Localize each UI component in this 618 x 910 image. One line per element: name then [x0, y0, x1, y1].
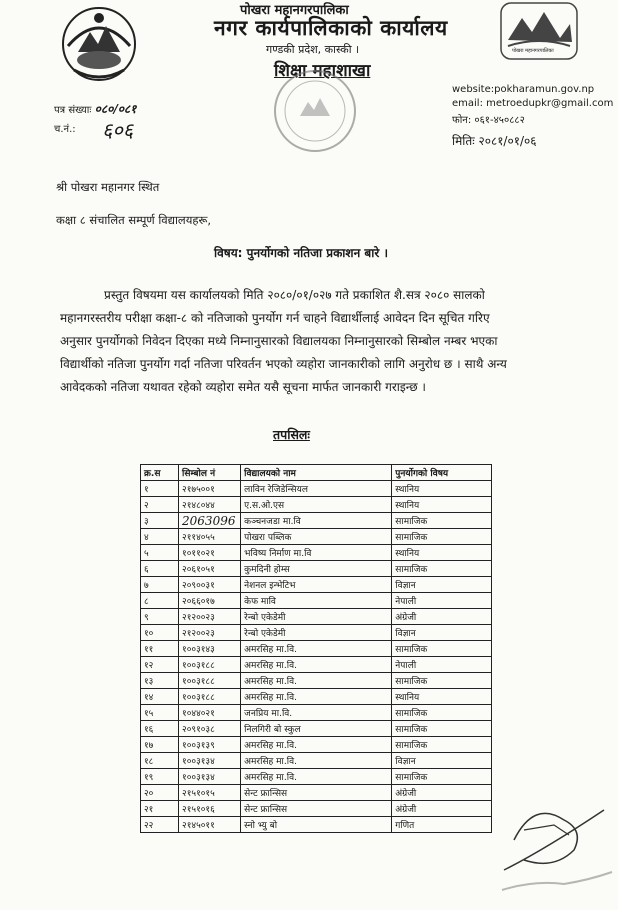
website-text: website:pokharamun.gov.np — [452, 84, 595, 95]
tapasil-heading: तपसिलः — [273, 427, 310, 442]
pokhara-metropolitan-logo — [500, 2, 578, 60]
cell-symbol: १०११०२१ — [179, 545, 241, 561]
cell-subject: सामाजिक — [392, 561, 492, 577]
cell-subject: अंग्रेजी — [392, 801, 492, 817]
chalani-number: ६०६ — [102, 118, 134, 142]
cell-subject: अंग्रेजी — [392, 609, 492, 625]
header-serial: क्र.स — [141, 465, 179, 481]
cell-subject: नेपाली — [392, 593, 492, 609]
table-row — [141, 689, 492, 705]
cell-symbol: २०६१०५१ — [179, 561, 241, 577]
table-row — [141, 753, 492, 769]
cell-school: लाविन रेजिडेन्सियल — [241, 481, 392, 497]
table-row — [141, 817, 492, 833]
cell-serial: ३ — [141, 513, 179, 529]
cell-symbol: २१५१०१५ — [179, 785, 241, 801]
cell-serial: ९ — [141, 609, 179, 625]
cell-symbol: १००३१३४ — [179, 769, 241, 785]
patra-sankhya-label: पत्र संख्याः — [54, 105, 92, 116]
table-row — [141, 497, 492, 513]
office-stamp — [272, 68, 358, 154]
cell-serial: ६ — [141, 561, 179, 577]
results-table — [140, 464, 492, 833]
cell-school: अमरसिह मा.वि. — [241, 689, 392, 705]
cell-symbol: 2063096 — [179, 513, 241, 529]
cell-school: निलगिरी बो स्कुल — [241, 721, 392, 737]
subject-line: विषय: पुनर्योगको नतिजा प्रकाशन बारे । — [214, 246, 388, 260]
cell-symbol: १००३१४३ — [179, 641, 241, 657]
table-row — [141, 625, 492, 641]
cell-school: अमरसिह मा.वि. — [241, 657, 392, 673]
cell-symbol: २११४०५५ — [179, 529, 241, 545]
cell-subject: गणित — [392, 817, 492, 833]
cell-symbol: २०९००३१ — [179, 577, 241, 593]
cell-subject: स्थानिय — [392, 497, 492, 513]
office-address: गण्डकी प्रदेश, कास्की । — [266, 43, 360, 56]
table-row — [141, 785, 492, 801]
cell-subject: विज्ञान — [392, 625, 492, 641]
table-row — [141, 705, 492, 721]
table-header-row — [141, 465, 492, 481]
cell-school: जनप्रिय मा.वि. — [241, 705, 392, 721]
cell-school: पोखरा पब्लिक — [241, 529, 392, 545]
addressee-line-1: श्री पोखरा महानगर स्थित — [56, 180, 160, 194]
cell-subject: स्थानिय — [392, 481, 492, 497]
cell-subject: विज्ञान — [392, 753, 492, 769]
cell-symbol: १०४४०२१ — [179, 705, 241, 721]
table-row — [141, 529, 492, 545]
cell-symbol: १००३१३९ — [179, 737, 241, 753]
cell-school: अमरसिह मा.वि. — [241, 737, 392, 753]
cell-subject: सामाजिक — [392, 529, 492, 545]
cell-school: अमरसिह मा.वि. — [241, 673, 392, 689]
cell-serial: १७ — [141, 737, 179, 753]
cell-serial: १३ — [141, 673, 179, 689]
cell-school: ए.स.ओ.एस — [241, 497, 392, 513]
cell-serial: २१ — [141, 801, 179, 817]
date-text: मितिः २०८१/०१/०६ — [452, 134, 537, 148]
cell-subject: सामाजिक — [392, 769, 492, 785]
section-name: शिक्षा महाशाखा — [274, 61, 371, 81]
cell-school: अमरसिह मा.वि. — [241, 753, 392, 769]
table-row — [141, 593, 492, 609]
cell-serial: १२ — [141, 657, 179, 673]
cell-serial: ८ — [141, 593, 179, 609]
cell-subject: सामाजिक — [392, 721, 492, 737]
header-symbol: सिम्बोल नं — [179, 465, 241, 481]
cell-symbol: १००३१८८ — [179, 673, 241, 689]
body-line: अनुसार पुनर्योगको निवेदन दिएका मध्ये निम्नानुसारको विद्यालयका निम्नानुसारको सिम्बोल नम्बर भएका — [60, 334, 498, 348]
table-row — [141, 657, 492, 673]
cell-serial: १८ — [141, 753, 179, 769]
office-name: नगर कार्यपालिकाको कार्यालय — [214, 16, 448, 40]
cell-school: स्नो भ्यु बो — [241, 817, 392, 833]
table-row — [141, 769, 492, 785]
cell-subject: सामाजिक — [392, 641, 492, 657]
cell-school: सेन्ट फ्रान्सिस — [241, 785, 392, 801]
header-subject: पुनर्योगको विषय — [392, 465, 492, 481]
cell-serial: १० — [141, 625, 179, 641]
results-table-body — [141, 481, 492, 833]
cell-serial: ११ — [141, 641, 179, 657]
table-row — [141, 481, 492, 497]
cell-subject: सामाजिक — [392, 673, 492, 689]
header-top-line: पोखरा महानगरपालिका — [240, 3, 349, 18]
cell-serial: ७ — [141, 577, 179, 593]
cell-serial: २२ — [141, 817, 179, 833]
cell-subject: सामाजिक — [392, 737, 492, 753]
table-row — [141, 513, 492, 529]
header-school: विद्यालयको नाम — [241, 465, 392, 481]
cell-symbol: २१२००२३ — [179, 625, 241, 641]
body-line: प्रस्तुत विषयमा यस कार्यालयको मिति २०८०/०१/०२७ गते प्रकाशित शै.सत्र २०८० सालको — [104, 288, 485, 302]
cell-subject: स्थानिय — [392, 545, 492, 561]
cell-symbol: २१७५००१ — [179, 481, 241, 497]
cell-school: केफ मावि — [241, 593, 392, 609]
cell-serial: २० — [141, 785, 179, 801]
nepal-emblem-logo — [58, 2, 140, 84]
body-paragraph — [60, 284, 576, 399]
table-row — [141, 801, 492, 817]
cell-serial: ४ — [141, 529, 179, 545]
body-line: महानगरस्तरीय परीक्षा कक्षा-८ को नतिजाको पुनर्योग गर्न चाहने विद्यार्थीलाई आवेदन दिन सूचित गरिए — [60, 311, 490, 325]
table-row — [141, 545, 492, 561]
cell-school: भविष्य निर्माण मा.वि — [241, 545, 392, 561]
body-line: विद्यार्थीको नतिजा पुनर्योग गर्दा नतिजा परिवर्तन भएको व्यहोरा जानकारीको लागि अनुरोध छ । साथै अन्य — [60, 357, 507, 371]
body-line: आवेदकको नतिजा यथावत रहेको व्यहोरा समेत यसै सूचना मार्फत जानकारी गराइन्छ । — [60, 380, 426, 394]
patra-sankhya — [54, 100, 136, 117]
cell-serial: १ — [141, 481, 179, 497]
cell-symbol: २१४८०४४ — [179, 497, 241, 513]
cell-school: कञ्चनजडा मा.वि — [241, 513, 392, 529]
cell-school: अमरसिह मा.वि. — [241, 641, 392, 657]
cell-school: अमरसिह मा.वि. — [241, 769, 392, 785]
cell-school: रेन्बो एकेडेमी — [241, 609, 392, 625]
cell-subject: सामाजिक — [392, 705, 492, 721]
cell-subject: विज्ञान — [392, 577, 492, 593]
cell-school: नेशनल इन्भेटिभ — [241, 577, 392, 593]
table-row — [141, 737, 492, 753]
phone-text: फोन: ०६१-४५०८८२ — [452, 115, 525, 126]
cell-symbol: १००३१८८ — [179, 689, 241, 705]
cell-subject: अंग्रेजी — [392, 785, 492, 801]
chalani-label: च.नं.: — [54, 124, 76, 135]
table-row — [141, 721, 492, 737]
cell-symbol: २१४५०११ — [179, 817, 241, 833]
cell-symbol: १००३१३४ — [179, 753, 241, 769]
signature-image — [494, 780, 618, 910]
cell-serial: १६ — [141, 721, 179, 737]
email-text: email: metroedupkr@gmail.com — [452, 98, 614, 109]
cell-serial: २ — [141, 497, 179, 513]
table-row — [141, 673, 492, 689]
cell-serial: ५ — [141, 545, 179, 561]
addressee-line-2: कक्षा ८ संचालित सम्पूर्ण विद्यालयहरू, — [56, 213, 212, 227]
table-row — [141, 641, 492, 657]
table-row — [141, 609, 492, 625]
cell-symbol: २१२००२३ — [179, 609, 241, 625]
logo-caption: पोखरा महानगरपालिका — [512, 48, 554, 54]
cell-symbol: १००३१८८ — [179, 657, 241, 673]
table-row — [141, 577, 492, 593]
cell-school: रेन्बो एकेडेमी — [241, 625, 392, 641]
cell-symbol: २१५१०१६ — [179, 801, 241, 817]
cell-subject: सामाजिक — [392, 513, 492, 529]
cell-school: सेन्ट फ्रान्सिस — [241, 801, 392, 817]
cell-subject: नेपाली — [392, 657, 492, 673]
cell-subject: स्थानिय — [392, 689, 492, 705]
cell-school: कुमदिनी होम्स — [241, 561, 392, 577]
cell-symbol: २०६६०१७ — [179, 593, 241, 609]
cell-symbol: २०९१०३८ — [179, 721, 241, 737]
patra-sankhya-value: ०८०/०८१ — [94, 102, 137, 116]
cell-serial: १४ — [141, 689, 179, 705]
table-row — [141, 561, 492, 577]
cell-serial: १९ — [141, 769, 179, 785]
cell-serial: १५ — [141, 705, 179, 721]
